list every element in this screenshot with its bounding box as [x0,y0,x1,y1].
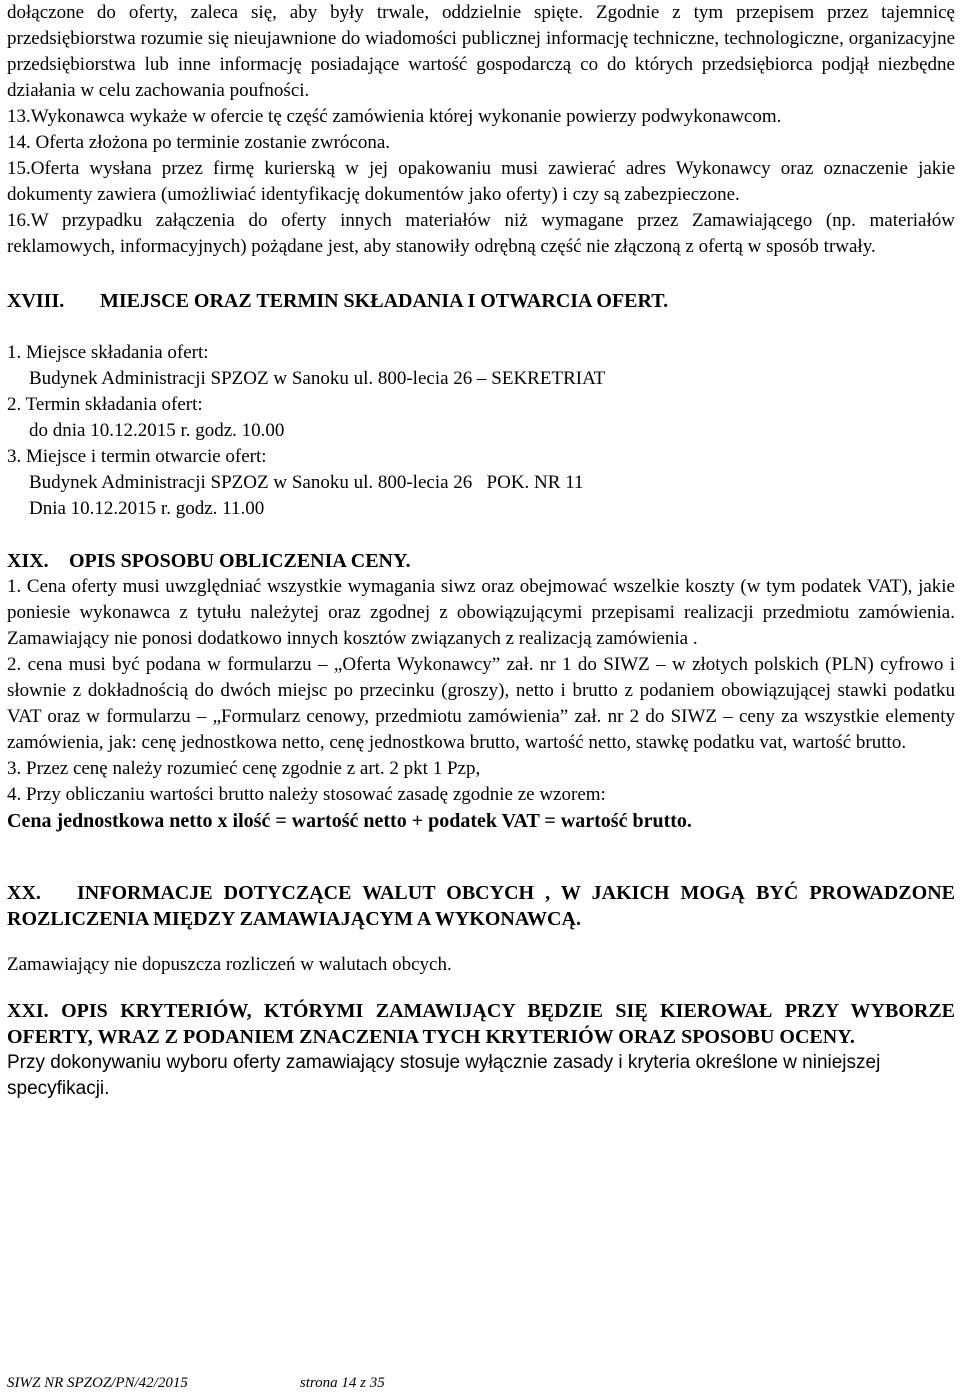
list-item [7,340,955,392]
section-heading-19 [7,548,955,574]
list-item-label: 1. Miejsce składania ofert: [7,342,209,363]
list-item [7,392,955,444]
section-number: XX. [7,882,41,904]
price-formula: Cena jednostkowa netto x ilość = wartość netto + podatek VAT = wartość brutto. [7,810,692,832]
section-21-text: Przy dokonywaniu wyboru oferty zamawiający stosuje wyłącznie zasady i kryteria określone w niniejszej specyfikacji. [7,1052,881,1099]
section-20-text: Zamawiający nie dopuszcza rozliczeń w walutach obcych. [7,954,452,975]
section-heading-18 [7,288,955,314]
page-number: strona 14 z 35 [299,1375,385,1391]
list-item-value: Budynek Administracji SPZOZ w Sanoku ul. 800-lecia 26 – SEKRETRIAT [29,368,606,389]
section-title: INFORMACJE DOTYCZĄCE WALUT OBCYCH , W JAKICH MOGĄ BYĆ PROWADZONE ROZLICZENIA MIĘDZY ZAMAWIAJĄCYM A WYKONAWCĄ. [7,882,955,930]
section-title: MIEJSCE ORAZ TERMIN SKŁADANIA I OTWARCIA OFERT. [100,290,669,312]
section-number: XVIII. [7,290,65,312]
list-item-value: do dnia 10.12.2015 r. godz. 10.00 [29,420,285,441]
item-13: 13.Wykonawca wykaże w ofercie tę część zamówienia której wykonanie powierzy podwykonawcom. [7,106,782,127]
section-number: XXI. [7,1000,49,1022]
item-16: 16.W przypadku załączenia do oferty innych materiałów niż wymagane przez Zamawiającego (np. materiałów reklamowych, informacyjnych) pożądane jest, aby stanowiły odrębną część nie złączoną z ofertą w sposób trwały. [7,210,955,257]
section-19-paragraph: 2. cena musi być podana w formularzu – „Oferta Wykonawcy” zał. nr 1 do SIWZ – w złotych polskich (PLN) cyfrowo i słownie z dokładnością do dwóch miejsc po przecinku (groszy), netto i brutto z podaniem obowiązującej stawki podatku VAT oraz w formularzu – „Formularz cenowy, przedmiotu zamówienia” zał. nr 2 do SIWZ – ceny za wszystkie elementy zamówienia, jak: cenę jednostkowa netto, cenę jednostkowa brutto, wartość netto, stawkę podatku vat, wartość brutto. [7,654,955,753]
section-19-paragraph: 3. Przez cenę należy rozumieć cenę zgodnie z art. 2 pkt 1 Pzp, [7,758,481,779]
section-heading-21 [7,998,955,1050]
section-title: OPIS SPOSOBU OBLICZENIA CENY. [69,550,411,572]
section-19-paragraph: 1. Cena oferty musi uwzględniać wszystkie wymagania siwz oraz obejmować wszelkie koszty (w tym podatek VAT), jakie poniesie wykonawca z tytułu należytej oraz zgodnej z obowiązującymi przepisami realizacji przedmiotu zamówienia. Zamawiający nie ponosi dodatkowo innych kosztów związanych z realizacją zamówienia . [7,576,955,649]
list-item-label: 3. Miejsce i termin otwarcie ofert: [7,446,267,467]
intro-paragraph: dołączone do oferty, zaleca się, aby były trwale, oddzielnie spięte. Zgodnie z tym przepisem przez tajemnicę przedsiębiorstwa rozumie się nieujawnione do wiadomości publicznej informację techniczne, technologiczne, organizacyjne przedsiębiorstwa lub inne informację posiadające wartość gospodarczą co do których przedsiębiorca podjął niezbędne działania w celu zachowania poufności. [7,2,955,101]
list-item-value: Budynek Administracji SPZOZ w Sanoku ul. 800-lecia 26 POK. NR 11 [29,472,584,493]
section-number: XIX. [7,550,49,572]
list-item-label: 2. Termin składania ofert: [7,394,203,415]
section-19-paragraph: 4. Przy obliczaniu wartości brutto należy stosować zasadę zgodnie ze wzorem: [7,784,606,805]
section-18-list [7,340,955,522]
section-heading-20 [7,880,955,932]
document-reference: SIWZ NR SPZOZ/PN/42/2015 [7,1375,188,1391]
page-footer [7,1374,385,1392]
item-15: 15.Oferta wysłana przez firmę kurierską w jej opakowaniu musi zawierać adres Wykonawcy oraz oznaczenie jakie dokumenty zawiera (umożliwiać identyfikację dokumentów jako oferty) i czy są zabezpieczone. [7,158,955,205]
section-title: OPIS KRYTERIÓW, KTÓRYMI ZAMAWIJĄCY BĘDZIE SIĘ KIEROWAŁ PRZY WYBORZE OFERTY, WRAZ Z PODANIEM ZNACZENIA TYCH KRYTERIÓW ORAZ SPOSOBU OCENY. [7,1000,956,1048]
list-item [7,444,955,522]
list-item-value: Dnia 10.12.2015 r. godz. 11.00 [29,498,265,519]
item-14: 14. Oferta złożona po terminie zostanie zwrócona. [7,132,391,153]
document-page [7,0,955,1102]
